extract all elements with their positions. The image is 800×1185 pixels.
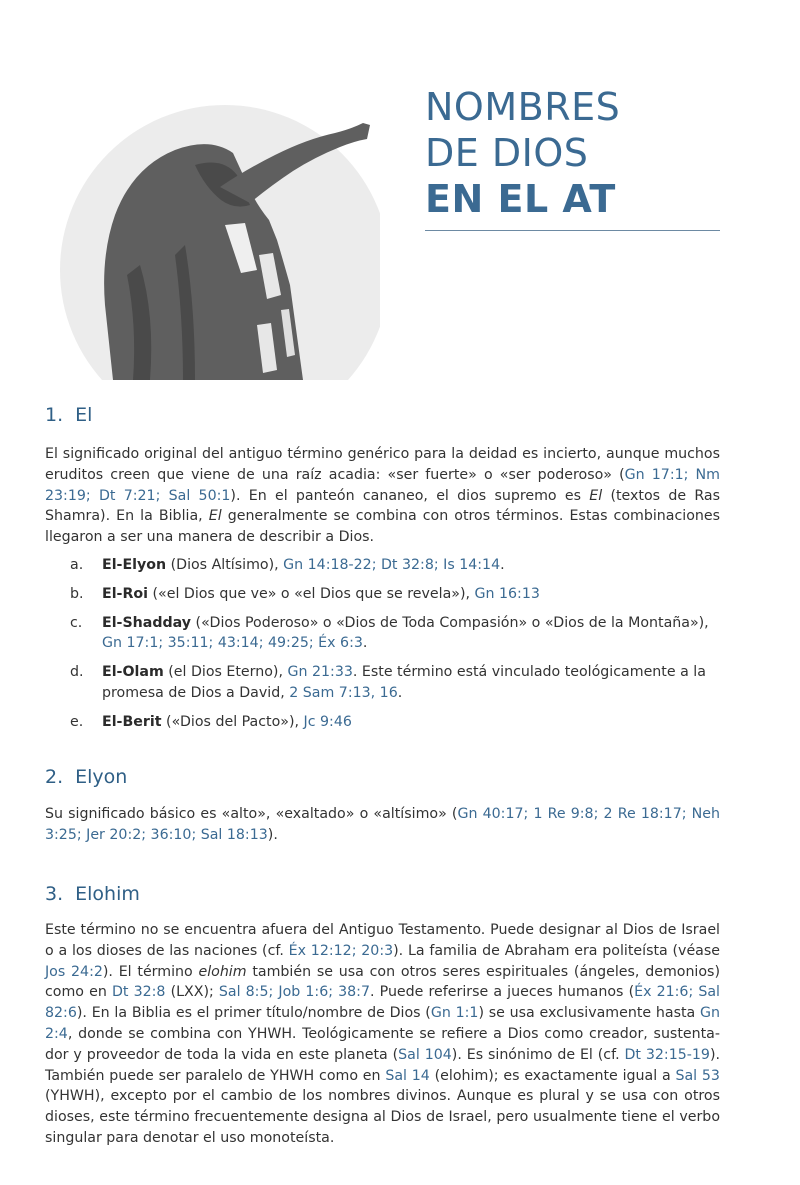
page-title bbox=[425, 84, 725, 222]
list-item bbox=[45, 584, 720, 605]
section-body-elyon: Su significado básico es «alto», «exaltado» o «altísimo» (Gn 40:17; 1 Re 9:8; 2 Re 18:17; Neh 3:25; Jer 20:2; 36:10; Sal 18:13). bbox=[45, 806, 721, 843]
section-heading-elyon bbox=[45, 766, 127, 788]
el-names-list bbox=[45, 555, 720, 741]
scripture-reference: Gn 17:1; 35:11; 43:14; 49:25; Éx 6:3 bbox=[102, 635, 363, 652]
title-line-2: DE DIOS bbox=[425, 131, 589, 175]
scripture-reference: Gn 17:1; Nm 23:19; Dt 7:21; Sal 50:1 bbox=[45, 466, 720, 504]
scripture-reference: Gn 1:1 bbox=[430, 1005, 479, 1022]
divine-name-term: El-Shadday bbox=[102, 614, 192, 631]
scripture-reference: Sal 14 bbox=[385, 1067, 430, 1084]
divine-name-term: El-Roi bbox=[102, 585, 148, 602]
scripture-reference: Gn 14:18-22; Dt 32:8; Is 14:14 bbox=[283, 557, 501, 573]
scripture-reference: Éx 21:6; Sal 82:6 bbox=[45, 984, 721, 1022]
list-item bbox=[45, 613, 720, 655]
scripture-reference: Dt 32:8 bbox=[111, 984, 166, 1001]
section-body-elohim: Este término no se encuentra afuera del Antiguo Testamento. Puede designar al Dios de Israel o a los dioses de las naciones (cf. Éx 12:12; 20:3). La familia de Abraham era politeísta (véase Jos 24:2). El término elohim también se usa con otros seres espirituales (ángeles, demonios) como en Dt 32:8 (LXX); Sal 8:5; Job 1:6; 38:7. Puede referirse a jueces humanos (Éx 21:6; Sal 82:6). En la Biblia es el primer título/nombre de Dios (Gn 1:1) se usa exclusivamente hasta Gn 2:4, donde se combina con YHWH. Teológicamente se refiere a Dios como creador, sustentador y proveedor de toda la vida en este planeta (Sal 104). Es sinónimo de El (cf. Dt 32:15-19). También puede ser paralelo de YHWH como en Sal 14 (elohim); es exactamente igual a Sal 53 (YHWH), excepto por el cambio de los nombres divinos. Aunque es plural y se usa con otros dioses, este término frecuentemente designa al Dios de Israel, pero usualmente tiene el verbo singular para denotar el uso monoteísta. bbox=[45, 922, 721, 1146]
scripture-reference: Gn 40:17; 1 Re 9:8; 2 Re 18:17; Neh 3:25; Jer 20:2; 36:10; Sal 18:13 bbox=[45, 806, 721, 843]
list-item-text: El-Elyon (Dios Altísimo), Gn 14:18-22; Dt 32:8; Is 14:14. bbox=[102, 557, 505, 573]
italic-term: El bbox=[589, 487, 603, 504]
section-heading-el bbox=[45, 404, 92, 426]
list-item bbox=[45, 555, 720, 576]
divine-name-term: El-Olam bbox=[102, 664, 164, 681]
scripture-reference: Jc 9:46 bbox=[303, 713, 352, 730]
section-number: 1. bbox=[45, 404, 64, 426]
section-body-el: El significado original del antiguo término genérico para la deidad es incierto, aunque muchos eruditos creen que viene de una raíz acadia: «ser fuerte» o «ser poderoso» (Gn 17:1; Nm 23:19; Dt 7:21; Sal 50:1). En el panteón cananeo, el dios supremo es El (textos de Ras Shamra). En la Biblia, El generalmente se combina con otros términos. Estas combinaciones llegaron a ser una manera de describir a Dios. bbox=[45, 446, 720, 546]
scripture-reference: Éx 12:12; 20:3 bbox=[288, 942, 394, 959]
title-line-1: NOMBRES bbox=[425, 85, 621, 129]
list-item-text: El-Roi («el Dios que ve» o «el Dios que se revela»), Gn 16:13 bbox=[102, 585, 540, 602]
list-item-letter: b. bbox=[70, 585, 84, 602]
scripture-reference: Jos 24:2 bbox=[45, 963, 103, 980]
italic-term: elohim bbox=[198, 963, 247, 980]
section-title: Elohim bbox=[75, 883, 140, 905]
section-heading-elohim bbox=[45, 883, 140, 905]
list-item-text: El-Olam (el Dios Eterno), Gn 21:33. Este término está vinculado teológicamente a la promesa de Dios a David, 2 Sam 7:13, 16. bbox=[102, 664, 706, 701]
section-title: Elyon bbox=[75, 766, 128, 788]
list-item bbox=[45, 662, 720, 704]
list-item-letter: e. bbox=[70, 713, 84, 730]
scripture-reference: Dt 32:15-19 bbox=[624, 1046, 710, 1063]
list-item-text: El-Berit («Dios del Pacto»), Jc 9:46 bbox=[102, 713, 352, 730]
divine-name-term: El-Elyon bbox=[102, 557, 167, 573]
section-title: El bbox=[75, 404, 93, 426]
section-number: 3. bbox=[45, 883, 64, 905]
scripture-reference: Sal 53 bbox=[675, 1067, 720, 1084]
scripture-reference: Gn 2:4 bbox=[45, 1005, 720, 1042]
list-item-text: El-Shadday («Dios Poderoso» o «Dios de Toda Compasión» o «Dios de la Montaña»), Gn 17:1; 35:11; 43:14; 49:25; Éx 6:3. bbox=[102, 614, 709, 652]
list-item-letter: a. bbox=[70, 557, 84, 573]
scripture-reference: Gn 21:33 bbox=[287, 664, 353, 681]
scripture-reference: Sal 8:5; Job 1:6; 38:7 bbox=[218, 984, 370, 1001]
section-number: 2. bbox=[45, 766, 64, 788]
italic-term: El bbox=[208, 508, 222, 525]
list-item-letter: d. bbox=[70, 664, 84, 681]
shofar-figure-illustration bbox=[45, 95, 380, 380]
scripture-reference: 2 Sam 7:13, 16 bbox=[289, 684, 398, 701]
list-item-letter: c. bbox=[70, 614, 83, 631]
divine-name-term: El-Berit bbox=[102, 713, 162, 730]
list-item bbox=[45, 712, 720, 733]
title-divider bbox=[425, 230, 720, 231]
title-line-3: EN EL AT bbox=[425, 177, 616, 221]
scripture-reference: Sal 104 bbox=[398, 1046, 452, 1063]
scripture-reference: Gn 16:13 bbox=[474, 585, 540, 602]
